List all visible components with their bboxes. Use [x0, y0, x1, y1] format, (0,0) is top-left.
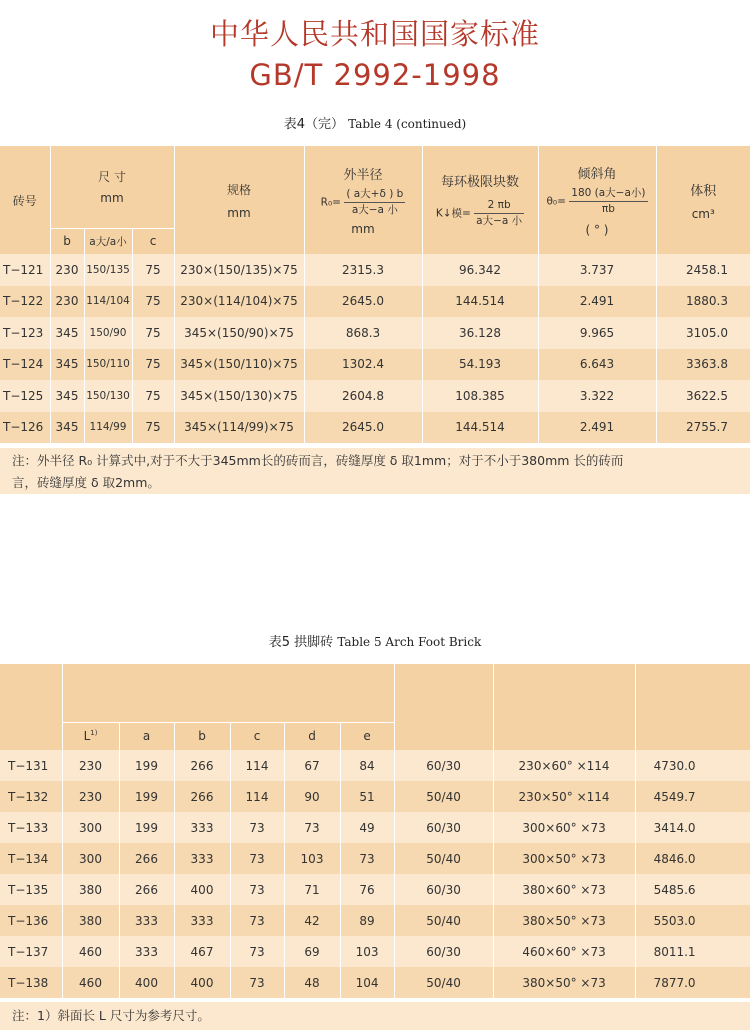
t5-cell-a: 400 [119, 967, 174, 998]
t5-cell-ratio: 50/40 [394, 967, 493, 998]
t4-cell-v: 3105.0 [686, 325, 728, 340]
t5-cell-v: 5485.6 [653, 882, 696, 897]
table-row [0, 967, 750, 998]
t5-cell-L: 460 [62, 967, 119, 998]
standard-title: 中华人民共和国国家标准 [209, 17, 540, 51]
t4-cell-no: T−121 [0, 254, 50, 286]
t4-cell-b: 345 [50, 349, 84, 381]
t5-cell-no: T−133 [0, 812, 62, 843]
t5-cell-v: 3414.0 [653, 820, 696, 835]
t5-cell-ratio: 60/30 [394, 750, 493, 781]
t5-header-volume [635, 664, 750, 750]
t5-cell-a: 333 [119, 905, 174, 936]
t5-cell-e: 51 [340, 781, 394, 812]
t5-cell-b: 333 [174, 905, 230, 936]
t5-cell-e: 84 [340, 750, 394, 781]
t5-cell-d: 90 [284, 781, 340, 812]
t5-cell-L: 380 [62, 874, 119, 905]
standard-code: GB/T 2992-1998 [249, 58, 501, 92]
header-size: 尺 寸 mm [50, 146, 174, 228]
t5-cell-L: 230 [62, 750, 119, 781]
t5-header-brick-no [0, 664, 62, 750]
t5-cell-b: 266 [174, 750, 230, 781]
t5-cell-b: 333 [174, 812, 230, 843]
t5-cell-L: 300 [62, 843, 119, 874]
table5-body [0, 750, 750, 998]
table-row [0, 874, 750, 905]
t4-cell-v: 3363.8 [686, 357, 728, 372]
t4-cell-no: T−125 [0, 380, 50, 412]
t4-cell-theta: 3.322 [538, 380, 656, 412]
table-row [0, 905, 750, 936]
t5-cell-ratio: 50/40 [394, 905, 493, 936]
t5-cell-e: 89 [340, 905, 394, 936]
t4-cell-spec: 345×(150/110)×75 [174, 349, 304, 381]
table5-note: 注：1）斜面长 L 尺寸为参考尺寸。 [0, 1002, 750, 1030]
t4-cell-b: 345 [50, 412, 84, 444]
t5-cell-no: T−135 [0, 874, 62, 905]
t4-cell-r: 2645.0 [304, 412, 422, 444]
t5-cell-e: 49 [340, 812, 394, 843]
table-row [0, 286, 750, 318]
t4-cell-c: 75 [132, 317, 174, 349]
t4-cell-r: 2645.0 [304, 286, 422, 318]
table-row [0, 781, 750, 812]
table4-note-line1: 注：外半径 R₀ 计算式中,对于不大于345mm长的砖而言，砖缝厚度 δ 取1mm；对于不小于380mm 长的砖而 [12, 453, 624, 468]
t5-cell-ratio: 60/30 [394, 874, 493, 905]
table-row [0, 317, 750, 349]
t5-cell-no: T−131 [0, 750, 62, 781]
t5-cell-spec: 380×50° ×73 [493, 905, 635, 936]
t4-cell-b: 345 [50, 380, 84, 412]
t5-cell-c: 114 [230, 750, 284, 781]
t5-cell-spec: 300×60° ×73 [493, 812, 635, 843]
t5-cell-L: 380 [62, 905, 119, 936]
t4-cell-theta: 2.491 [538, 286, 656, 318]
t5-cell-d: 69 [284, 936, 340, 967]
t5-cell-v: 5503.0 [653, 913, 696, 928]
t5-cell-v: 4846.0 [653, 851, 696, 866]
t4-cell-k: 144.514 [422, 412, 538, 444]
t4-cell-theta: 2.491 [538, 412, 656, 444]
t5-cell-b: 400 [174, 967, 230, 998]
t5-cell-ratio: 50/40 [394, 781, 493, 812]
t4-cell-b: 230 [50, 254, 84, 286]
t5-cell-no: T−132 [0, 781, 62, 812]
t5-cell-a: 266 [119, 874, 174, 905]
t5-cell-c: 73 [230, 905, 284, 936]
t5-header-e: e [340, 722, 394, 750]
t4-cell-no: T−123 [0, 317, 50, 349]
t4-cell-no: T−124 [0, 349, 50, 381]
t5-cell-c: 73 [230, 812, 284, 843]
header-limit: 每环极限块数 K↓模= $\frac{2 \pi b}{\text{a大−a 小}}$ [422, 146, 538, 254]
t4-cell-theta: 9.965 [538, 317, 656, 349]
t5-cell-a: 199 [119, 812, 174, 843]
t5-cell-no: T−136 [0, 905, 62, 936]
table-row [0, 349, 750, 381]
table4-note [0, 448, 750, 494]
t5-cell-v: 7877.0 [653, 975, 696, 990]
t5-cell-d: 71 [284, 874, 340, 905]
t5-cell-e: 103 [340, 936, 394, 967]
t5-cell-b: 333 [174, 843, 230, 874]
t4-cell-c: 75 [132, 412, 174, 444]
t4-cell-v: 2755.7 [686, 420, 728, 435]
t5-cell-a: 199 [119, 750, 174, 781]
t5-header-size [62, 664, 394, 722]
table-row [0, 843, 750, 874]
t4-cell-k: 96.342 [422, 254, 538, 286]
t4-cell-spec: 230×(150/135)×75 [174, 254, 304, 286]
t5-cell-spec: 230×50° ×114 [493, 781, 635, 812]
table4-note-line2: 言，砖缝厚度 δ 取2mm。 [12, 475, 160, 490]
t4-cell-v: 2458.1 [686, 262, 728, 277]
t5-cell-ratio: 50/40 [394, 843, 493, 874]
header-c: c [132, 228, 174, 254]
t5-cell-ratio: 60/30 [394, 812, 493, 843]
t5-cell-c: 73 [230, 936, 284, 967]
t5-cell-spec: 300×50° ×73 [493, 843, 635, 874]
t5-cell-L: 300 [62, 812, 119, 843]
header-radius: 外半径 R₀= $\frac{\text{( a大+δ ) b}}{\text{a大−a 小}}$ mm [304, 146, 422, 254]
header-b: b [50, 228, 84, 254]
t5-cell-v: 4730.0 [653, 758, 696, 773]
t5-header-ratio [394, 664, 493, 750]
t4-cell-k: 144.514 [422, 286, 538, 318]
header-ab: a大/a小 [84, 228, 132, 254]
t5-cell-b: 266 [174, 781, 230, 812]
header-spec: 规格 mm [174, 146, 304, 254]
t5-cell-d: 73 [284, 812, 340, 843]
t4-cell-spec: 345×(150/90)×75 [174, 317, 304, 349]
t5-cell-a: 199 [119, 781, 174, 812]
table-row [0, 380, 750, 412]
table4-body [0, 254, 750, 443]
table-row [0, 412, 750, 444]
t5-cell-a: 266 [119, 843, 174, 874]
table5 [0, 664, 750, 998]
t5-cell-d: 42 [284, 905, 340, 936]
t4-cell-k: 36.128 [422, 317, 538, 349]
t5-cell-c: 73 [230, 967, 284, 998]
t4-cell-r: 1302.4 [304, 349, 422, 381]
table4-caption [0, 113, 750, 132]
t4-cell-ab: 114/99 [84, 412, 132, 444]
t4-cell-spec: 345×(150/130)×75 [174, 380, 304, 412]
header-brick-no: 砖号 [0, 146, 50, 254]
t5-header-c: c [230, 722, 284, 750]
t5-cell-v: 4549.7 [653, 789, 696, 804]
t4-cell-ab: 150/135 [84, 254, 132, 286]
t4-cell-ab: 150/130 [84, 380, 132, 412]
header-angle: 倾斜角 θ₀= $\frac{\text{180 (a大−a小)}}{\pi b}$ ( ° ) [538, 146, 656, 254]
t5-cell-L: 230 [62, 781, 119, 812]
t4-cell-v: 3622.5 [686, 388, 728, 403]
t4-cell-b: 345 [50, 317, 84, 349]
t5-cell-a: 333 [119, 936, 174, 967]
t4-cell-theta: 3.737 [538, 254, 656, 286]
header-volume: 体积 cm³ [690, 183, 717, 221]
t5-cell-b: 400 [174, 874, 230, 905]
t5-cell-d: 103 [284, 843, 340, 874]
t4-cell-theta: 6.643 [538, 349, 656, 381]
t5-header-a: a [119, 722, 174, 750]
t5-header-spec [493, 664, 635, 750]
t4-cell-r: 2604.8 [304, 380, 422, 412]
t4-cell-spec: 345×(114/99)×75 [174, 412, 304, 444]
t4-cell-c: 75 [132, 380, 174, 412]
table-row [0, 936, 750, 967]
t5-cell-spec: 380×50° ×73 [493, 967, 635, 998]
t5-header-L: $L^{1)}$ [62, 722, 119, 750]
table4 [0, 146, 750, 443]
t5-header-b: b [174, 722, 230, 750]
t4-cell-no: T−122 [0, 286, 50, 318]
t5-cell-e: 76 [340, 874, 394, 905]
t4-cell-c: 75 [132, 349, 174, 381]
t5-cell-spec: 230×60° ×114 [493, 750, 635, 781]
table5-caption-en: Table 5 Arch Foot Brick [337, 635, 482, 649]
t5-header-d: d [284, 722, 340, 750]
t5-cell-c: 73 [230, 843, 284, 874]
t4-cell-k: 54.193 [422, 349, 538, 381]
t5-cell-e: 104 [340, 967, 394, 998]
t5-cell-spec: 460×60° ×73 [493, 936, 635, 967]
t5-cell-c: 114 [230, 781, 284, 812]
t4-cell-k: 108.385 [422, 380, 538, 412]
t4-cell-ab: 150/90 [84, 317, 132, 349]
t4-cell-spec: 230×(114/104)×75 [174, 286, 304, 318]
t4-cell-r: 868.3 [304, 317, 422, 349]
t4-cell-c: 75 [132, 254, 174, 286]
table-row [0, 812, 750, 843]
table-row [0, 750, 750, 781]
table5-caption [0, 631, 750, 650]
t5-cell-ratio: 60/30 [394, 936, 493, 967]
t4-cell-no: T−126 [0, 412, 50, 444]
t4-cell-b: 230 [50, 286, 84, 318]
t4-cell-r: 2315.3 [304, 254, 422, 286]
t5-cell-spec: 380×60° ×73 [493, 874, 635, 905]
t5-cell-e: 73 [340, 843, 394, 874]
t5-cell-L: 460 [62, 936, 119, 967]
t4-cell-ab: 150/110 [84, 349, 132, 381]
t4-cell-c: 75 [132, 286, 174, 318]
table5-caption-cn: 表5 拱脚砖 [268, 635, 334, 650]
t5-cell-d: 48 [284, 967, 340, 998]
table4-caption-en: Table 4 (continued) [348, 117, 467, 131]
t5-cell-c: 73 [230, 874, 284, 905]
t4-cell-v: 1880.3 [686, 294, 728, 309]
t5-cell-v: 8011.1 [653, 944, 696, 959]
t5-cell-d: 67 [284, 750, 340, 781]
t5-cell-no: T−134 [0, 843, 62, 874]
t4-cell-ab: 114/104 [84, 286, 132, 318]
table4-caption-cn: 表4（完） [283, 117, 345, 132]
table-row [0, 254, 750, 286]
t5-cell-b: 467 [174, 936, 230, 967]
t5-cell-no: T−137 [0, 936, 62, 967]
t5-cell-no: T−138 [0, 967, 62, 998]
